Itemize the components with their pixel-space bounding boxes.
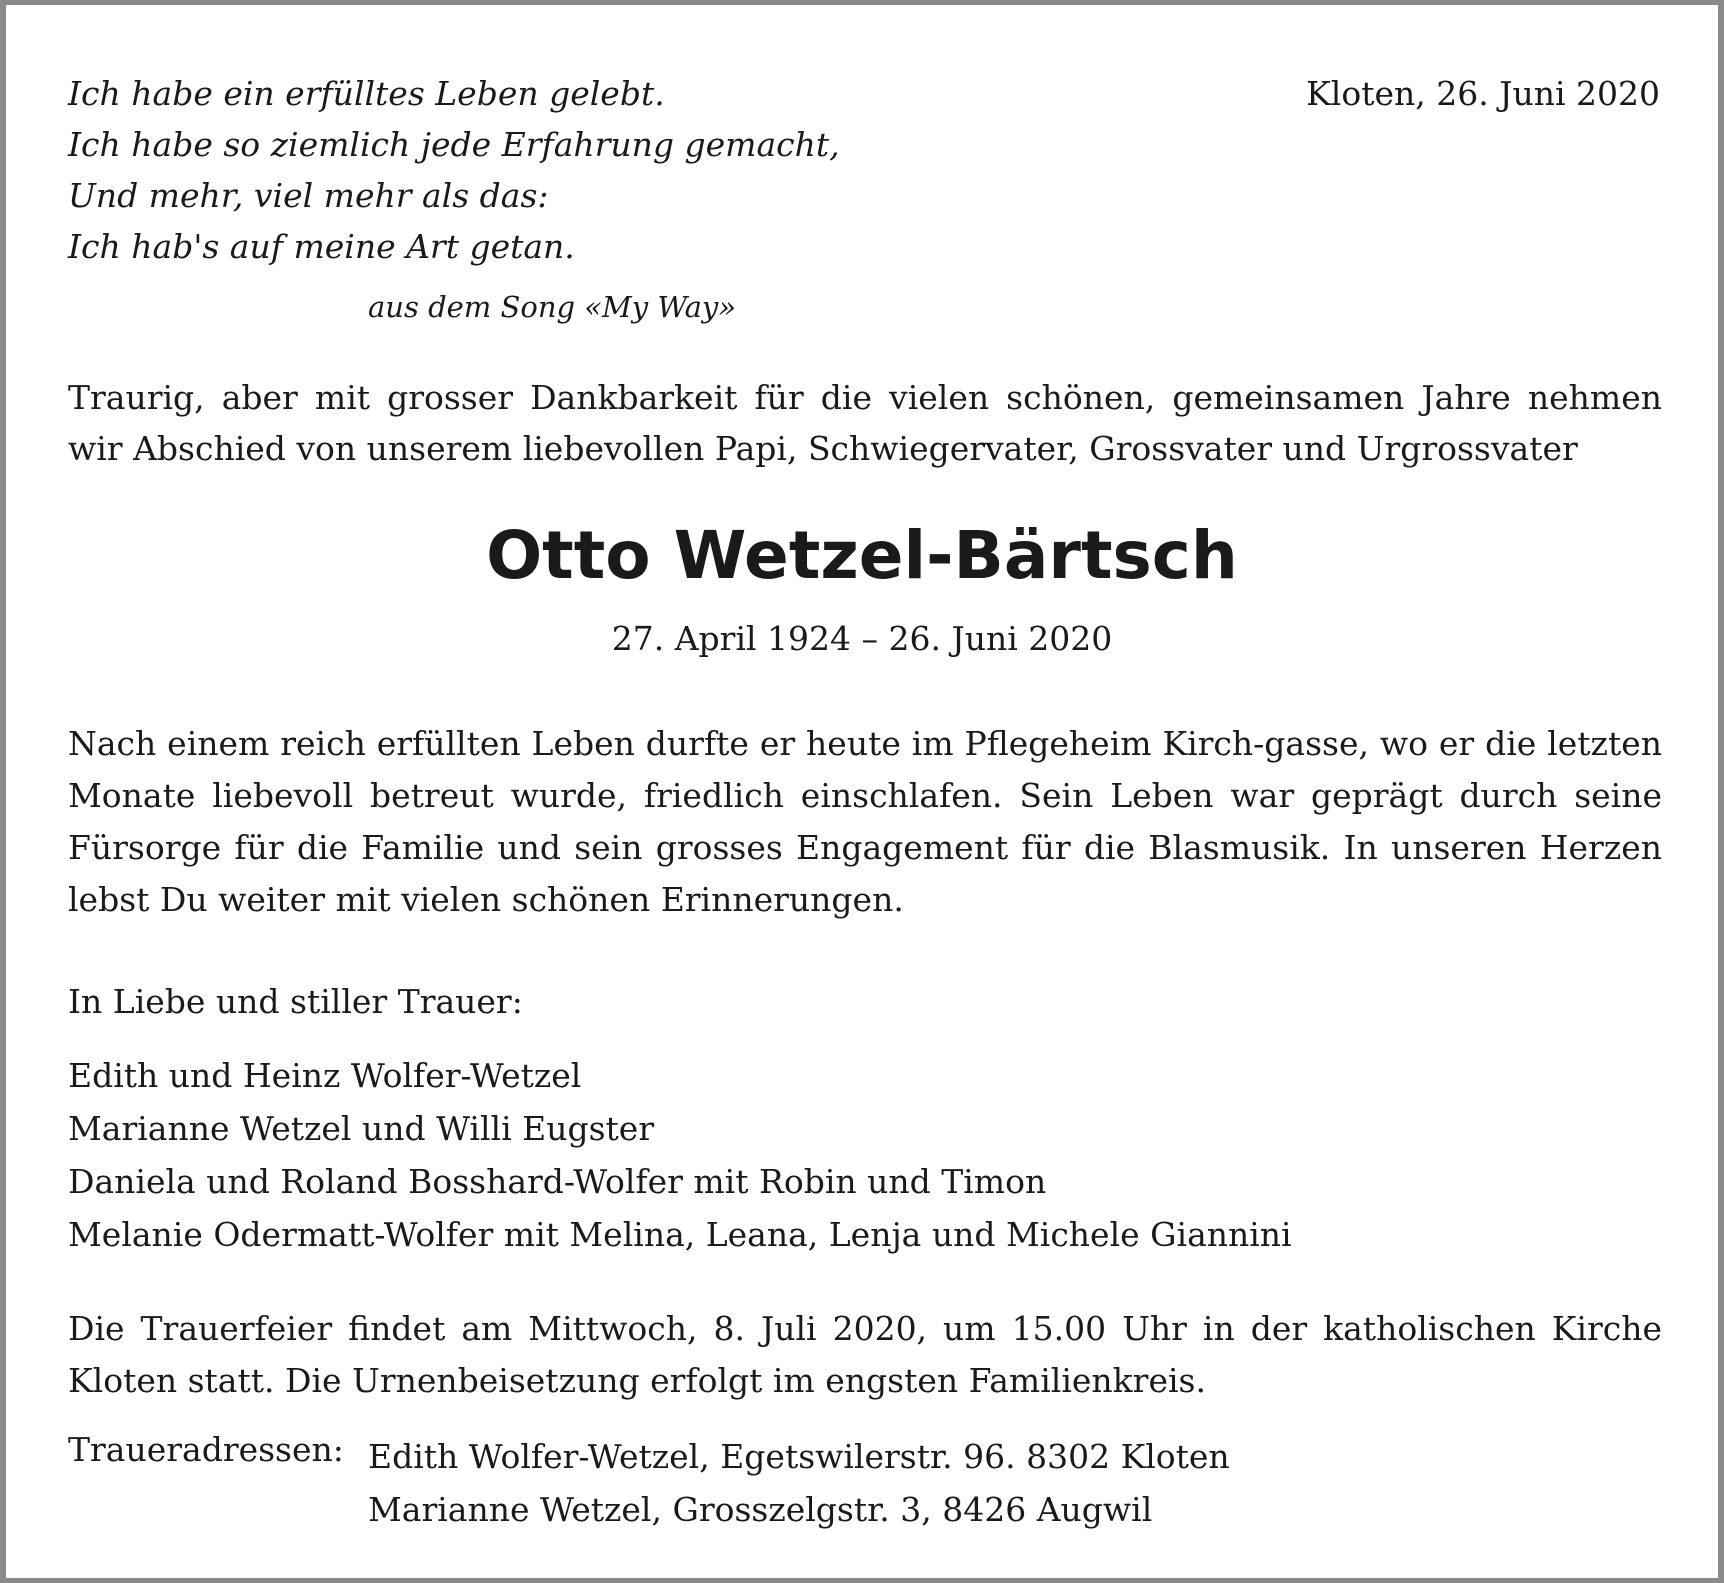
service-line: Kloten statt. Die Urnenbeisetzung erfolgt im engsten Familienkreis. [68, 1361, 1206, 1400]
poem-line: Und mehr, viel mehr als das: [68, 176, 549, 215]
body-line: Nach einem reich erfüllten Leben durfte er heute im Pflegeheim Kirch-gasse, wo er die letzten [68, 724, 1662, 763]
body-line: Fürsorge für die Familie und sein grosses Engagement für die Blasmusik. In unseren Herzen [68, 828, 1662, 867]
mourner-name: Daniela und Roland Bosshard-Wolfer mit Robin und Timon [68, 1162, 1047, 1201]
intro-paragraph [68, 372, 1662, 474]
address-item: Edith Wolfer-Wetzel, Egetswilerstr. 96. 8302 Kloten [368, 1437, 1230, 1476]
mourner-name: Edith und Heinz Wolfer-Wetzel [68, 1056, 582, 1095]
intro-line: Traurig, aber mit grosser Dankbarkeit für die vielen schönen, gemeinsamen Jahre nehmen [68, 378, 1662, 417]
poem-line: Ich hab's auf meine Art getan. [68, 227, 575, 266]
obituary-page [6, 5, 1718, 1578]
service-paragraph [68, 1303, 1662, 1407]
service-line: Die Trauerfeier findet am Mittwoch, 8. Juli 2020, um 15.00 Uhr in der katholischen Kirche [68, 1309, 1662, 1348]
poem-line: Ich habe ein erfülltes Leben gelebt. [68, 74, 665, 113]
mourners-list [68, 1049, 1292, 1261]
place-date: Kloten, 26. Juni 2020 [1306, 74, 1660, 113]
address-item: Marianne Wetzel, Grosszelgstr. 3, 8426 Augwil [368, 1490, 1153, 1529]
body-paragraph [68, 718, 1662, 926]
addresses-label: Traueradressen: [68, 1430, 344, 1469]
body-line: lebst Du weiter mit vielen schönen Erinnerungen. [68, 880, 904, 919]
mourning-heading: In Liebe und stiller Trauer: [68, 982, 523, 1021]
deceased-name: Otto Wetzel-Bärtsch [486, 517, 1238, 594]
poem-quote [68, 68, 840, 272]
body-line: Monate liebevoll betreut wurde, friedlich einschlafen. Sein Leben war geprägt durch seine [68, 776, 1662, 815]
life-dates: 27. April 1924 – 26. Juni 2020 [611, 619, 1113, 658]
poem-source: aus dem Song «My Way» [368, 290, 737, 324]
poem-line: Ich habe so ziemlich jede Erfahrung gemacht, [68, 125, 840, 164]
mourner-name: Melanie Odermatt-Wolfer mit Melina, Leana, Lenja und Michele Giannini [68, 1215, 1292, 1254]
intro-line: wir Abschied von unserem liebevollen Papi, Schwiegervater, Grossvater und Urgrossvater [68, 429, 1578, 468]
mourner-name: Marianne Wetzel und Willi Eugster [68, 1109, 655, 1148]
addresses-list [368, 1430, 1230, 1536]
